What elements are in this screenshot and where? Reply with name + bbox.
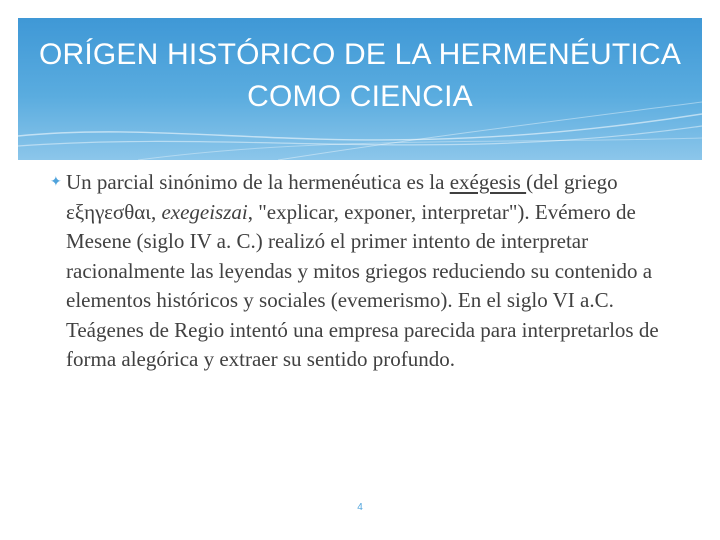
body-paragraph	[50, 168, 696, 375]
title-line-2: COMO CIENCIA	[247, 80, 473, 113]
exegesis-term: exégesis	[449, 170, 527, 194]
bullet-star-icon: ✦	[50, 175, 62, 190]
transliteration: exegeiszai	[161, 199, 248, 224]
body-text-2: (del griego	[526, 170, 618, 194]
slide-title	[18, 34, 702, 118]
greek-word: εξηγεσθαι	[66, 199, 151, 224]
page-number: 4	[357, 502, 363, 513]
body-text-4: , "explicar, exponer, interpretar"). Evémero de Mesene (siglo IV a. C.) realizó el primer intento de interpretar racionalmente las leyendas y mitos griegos reduciendo su contenido a elementos históricos y sociales (evemerismo). En el siglo VI a.C. Teágenes de Regio intentó una empresa parecida para interpretarlos de forma alegórica y extraer su sentido profundo.	[66, 199, 659, 371]
body-text-1: Un parcial sinónimo de la hermenéutica es la	[66, 170, 450, 194]
body-text-3: ,	[150, 199, 162, 224]
title-line-1: ORÍGEN HISTÓRICO DE LA HERMENÉUTICA	[38, 38, 682, 71]
title-band	[18, 18, 702, 160]
